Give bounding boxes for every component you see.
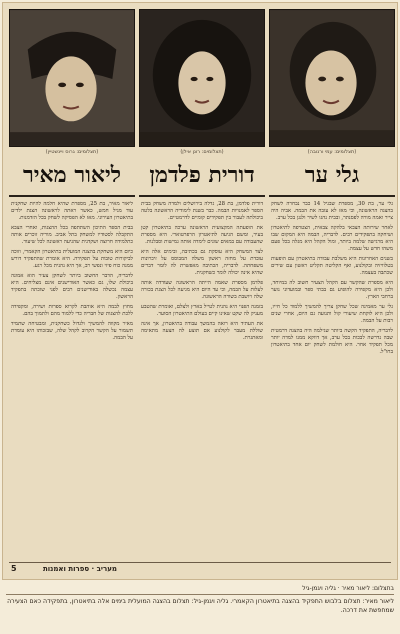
paragraph: פלדמן מספרת שאמה הייתה הראשונה שעודדה אותה לעלות על הבמה, וכי עד היום היא מגיעה לכל הצגת בכורה שלה ויושבת בשורה הראשונה. (141, 280, 263, 300)
paragraph: ליאור מאיר, בת 25, מספרת שהיא חלמה להיות שחקנית עוד מגיל חמש, כאשר ראתה לראשונה הצגת ילדים בתיאטרון העירוני. מאז לא הפסיקה לשחק בכל הזדמנות. (11, 201, 133, 221)
photo-credit-middle: (תצלומים: רונן אילן) (180, 149, 224, 155)
article-text-right (271, 201, 393, 575)
paragraph: לאחר שירותה הצבאי בלהקה צבאית, הצטרפה לתיאטרון ושיחקה בתפקידים רבים. לדבריה, הבמה היא המקום שבו היא מרגישה שלמה ביותר, ומול הקהל היא מגלה בכל פעם משהו חדש על עצמה. (271, 225, 393, 252)
portrait-photo-left (9, 9, 135, 147)
paragraph: דורית פלדמן, בת 28, גדלה בירושלים ולמדה משחק בבית הספר לאמנויות הבמה. כבר בשנת לימודיה הראשונה בלטה ביכולתה לעבור בין תפקידים קומיים לדרמטיים. (141, 201, 263, 221)
portrait-photo-right (269, 9, 395, 147)
paragraph: גלי ער, בת 30, מספרת שבגיל 14 כבר נבחרה לשחק בהצגה הראשונה, וכי מאז לא עזבה את הבמה. אביה היה צייר ואמה מורה לפסנתר, ובבית נהגו לשיר ולנגן בכל ערב. (271, 201, 393, 221)
photo-credit-left: (תצלומים: גרוס ויינשטיין) (45, 149, 99, 155)
footer-rule (9, 562, 391, 563)
name-heading-middle: דורית פלדמן (139, 155, 265, 197)
portrait-image-right (270, 10, 394, 146)
paragraph: מאיר מקווה להמשיך ולגדול כשחקנית, ומבטיחה שתמיד תשמור על הקשר הקרוב לקהל שלה, שבזכותו היא עומדת על הבמה. (11, 321, 133, 341)
portrait-image-middle (140, 10, 264, 146)
publication-name: מעריב · ספרות ואמנות (43, 565, 117, 573)
paragraph: גלי ער מאמינה שכל שחקן צריך להמשיך ללמוד כל חייו, ולכן היא לוקחת שיעורי קול ותנועה גם היום, אחרי שנים רבות על הבמה. (271, 304, 393, 324)
paragraph: בשנים האחרונות היא משלבת עבודה בתיאטרון עם הופעות בטלוויזיה ובקולנוע, ואף הקליטה תקליט ראשון עם שירים שכתבה בעצמה. (271, 256, 393, 276)
paragraph: היא מספרת שהקשר עם הקהל הצעיר חשוב לה במיוחד, ולכן היא מקפידה להופיע גם בבתי ספר ובמועדוני נוער ברחבי הארץ. (271, 280, 393, 300)
paragraph: בזמנה הפנוי היא נהנית לטייל בארץ ולצלם, ואומרת שהטבע מעניק לה שקט שאינו קיים בעולם התיאטרון הסוער. (141, 304, 263, 317)
paragraph: את העתיד היא רואה בהמשך עבודה בתיאטרון, אך אינה שוללת מעבר לקולנוע אם תוצע לה הצעה מתאימה ומאתגרת. (141, 321, 263, 341)
newspaper-clipping (2, 2, 398, 580)
column-right (269, 9, 395, 575)
column-middle (139, 9, 265, 575)
archive-caption (6, 584, 394, 615)
caption-title: בתצלום: ליאור מאיר · גליה ויגמן-גיל (6, 584, 394, 595)
paragraph: מחוץ לבמה היא אוהבת לקרוא ספרות ושירה, ומקפידה ללכת להצגות של חבריה כדי ללמוד מהם ולתמוך בהם. (11, 304, 133, 317)
paragraph: לדבריה, התפקיד הקשה ביותר שגילמה היה בהצגה דרמטית שבה נדרשה לבכות בכל ערב, אך דווקא ממנו למדה יותר מכל תפקיד אחר. היא חולמת לשחק יום אחד בתיאטרון בחו"ל. (271, 328, 393, 355)
portrait-image-left (10, 10, 134, 146)
paragraph: לדבריה, הדבר החשוב ביותר לשחקן צעיר הוא אמונה ביכולת שלו, גם כאשר האודישנים אינם מצליחים. היא עצמה נכשלה באודישנים רבים לפני שזכתה בתפקיד הראשון. (11, 273, 133, 300)
paragraph: את הופעתה המקצועית הראשונה ערכה בתיאטרון קטן בעיר, ומשם הגיעה לתיאטרון הרפרטוארי. היא מספרת שהעבודה עם במאים שונים לימדה אותה גמישות וסבלנות. (141, 225, 263, 245)
portrait-photo-middle (139, 9, 265, 147)
name-heading-left: ליאור מאיר (9, 155, 135, 197)
article-text-left (11, 201, 133, 575)
photo-credit-right: (תצלומים: עמי ורנובה) (307, 149, 357, 155)
name-heading-right: גלי ער (269, 155, 395, 197)
paragraph: כיום היא משחקת בהצגה המועלית בתיאטרון הקאמרי, וזוכה לביקורות טובות על תפקידה. היא אומרת שהתפקיד דורש ממנה כוח פיזי ונפשי רב, אך היא נהנית מכל רגע. (11, 249, 133, 269)
caption-body: ליאור מאיר: תצלום בלבוש התפקיד בהצגה בתיאטרון הקאמרי. גליה ויגמן-גיל: תצלום בהצגה המועלית בימים אלה בתיאטרון, בתפקידה כאם הצעירה שמחפשת את דרכה. (7, 598, 394, 614)
column-left (9, 9, 135, 575)
paragraph: בבית הספר התיכון השתתפה בכל ההצגות, ואחרי הצבא התקבלה לסטודיו למשחק בתל אביב. מוריה זוכרים אותה כתלמידה חרוצה ושקדנית שהגיעה ראשונה לכל שיעור. (11, 225, 133, 245)
article-text-middle (141, 201, 263, 575)
paragraph: לצד המשחק היא עוסקת גם בכתיבה, ובימים אלה היא עובדת על מחזה ראשון משלה המבוסס על זיכרונות משפחתה. לדבריה, הכתיבה מאפשרת לה לומר דברים שהיא אינה יכולה לומר כשחקנית. (141, 249, 263, 276)
page-number: 5 (11, 564, 17, 573)
